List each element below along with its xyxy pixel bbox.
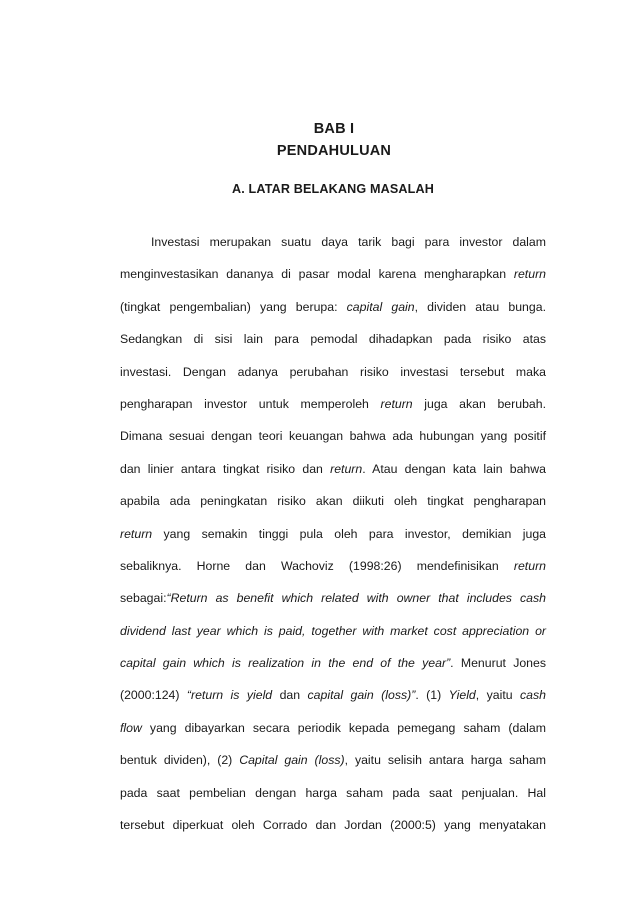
text-line bbox=[120, 582, 546, 614]
text-run: apabila ada peningkatan risiko akan diikuti oleh tingkat pengharapan bbox=[120, 494, 546, 509]
text-run: . Menurut Jones bbox=[450, 656, 547, 671]
text-run: yang dibayarkan secara periodik kepada pemegang saham (dalam bbox=[141, 720, 546, 735]
text-run: Dimana sesuai dengan teori keuangan bahwa ada hubungan yang positif bbox=[120, 429, 546, 444]
text-run: menginvestasikan dananya di pasar modal karena mengharapkan bbox=[120, 267, 514, 282]
text-run: investasi. Dengan adanya perubahan risiko investasi tersebut maka bbox=[120, 364, 546, 379]
text-line bbox=[120, 809, 546, 841]
text-line bbox=[120, 777, 546, 809]
chapter-number: BAB I bbox=[313, 121, 355, 137]
italic-text-run: cash bbox=[520, 688, 546, 703]
chapter-title: PENDAHULUAN bbox=[276, 143, 392, 159]
text-run: pengharapan investor untuk memperoleh bbox=[120, 396, 381, 411]
text-line bbox=[120, 453, 546, 485]
italic-text-run: Yield bbox=[448, 688, 476, 703]
text-line bbox=[120, 356, 546, 388]
body-paragraph bbox=[120, 226, 546, 841]
text-run: , yaitu selisih antara harga saham bbox=[344, 753, 546, 768]
text-run: juga akan berubah. bbox=[412, 396, 546, 411]
text-line bbox=[120, 323, 546, 355]
text-run: Sedangkan di sisi lain para pemodal dihadapkan pada risiko atas bbox=[120, 332, 546, 347]
italic-text-run: capital gain (loss)” bbox=[307, 688, 416, 703]
text-line bbox=[120, 712, 546, 744]
text-line bbox=[120, 420, 546, 452]
italic-text-run: return bbox=[513, 267, 546, 282]
text-line bbox=[120, 518, 546, 550]
italic-text-run: return bbox=[330, 461, 363, 476]
text-run: . (1) bbox=[415, 688, 449, 703]
italic-text-run: capital gain bbox=[346, 299, 415, 314]
text-run: sebaliknya. Horne dan Wachoviz (1998:26) mendefinisikan bbox=[120, 558, 514, 573]
text-line bbox=[120, 647, 546, 679]
italic-text-run: dividend last year which is paid, together with market cost appreciation or bbox=[120, 623, 546, 638]
text-run: sebagai: bbox=[120, 591, 167, 606]
text-run: dan linier antara tingkat risiko dan bbox=[120, 461, 331, 476]
text-run: . Atau dengan kata lain bahwa bbox=[362, 461, 546, 476]
text-run: tersebut diperkuat oleh Corrado dan Jordan (2000:5) yang menyatakan bbox=[120, 818, 546, 833]
text-line bbox=[120, 388, 546, 420]
text-run: Investasi merupakan suatu daya tarik bagi para investor dalam bbox=[151, 235, 546, 249]
text-run: pada saat pembelian dengan harga saham pada saat penjualan. Hal bbox=[120, 785, 546, 800]
text-run: dan bbox=[272, 688, 308, 703]
text-run: (tingkat pengembalian) yang berupa: bbox=[120, 299, 347, 314]
text-run: (2000:124) bbox=[120, 688, 187, 703]
text-run: yang semakin tinggi pula oleh para investor, demikian juga bbox=[152, 526, 546, 541]
italic-text-run: return bbox=[120, 526, 153, 541]
text-line bbox=[120, 744, 546, 776]
text-line bbox=[120, 679, 546, 711]
text-line bbox=[120, 258, 546, 290]
italic-text-run: flow bbox=[120, 720, 142, 735]
text-line bbox=[120, 291, 546, 323]
italic-text-run: “Return as benefit which related with owner that includes cash bbox=[166, 591, 546, 606]
text-line bbox=[120, 550, 546, 582]
italic-text-run: capital gain which is realization in the end of the year” bbox=[120, 656, 451, 671]
italic-text-run: Capital gain (loss) bbox=[239, 753, 345, 768]
text-line bbox=[120, 485, 546, 517]
text-run: , yaitu bbox=[475, 688, 521, 703]
text-run: bentuk dividen), (2) bbox=[120, 753, 240, 768]
italic-text-run: return bbox=[380, 396, 413, 411]
text-run: , dividen atau bunga. bbox=[414, 299, 546, 314]
text-line bbox=[120, 226, 546, 258]
section-heading: A. LATAR BELAKANG MASALAH bbox=[232, 182, 434, 196]
italic-text-run: return bbox=[513, 558, 546, 573]
italic-text-run: “return is yield bbox=[186, 688, 273, 703]
text-line bbox=[120, 615, 546, 647]
